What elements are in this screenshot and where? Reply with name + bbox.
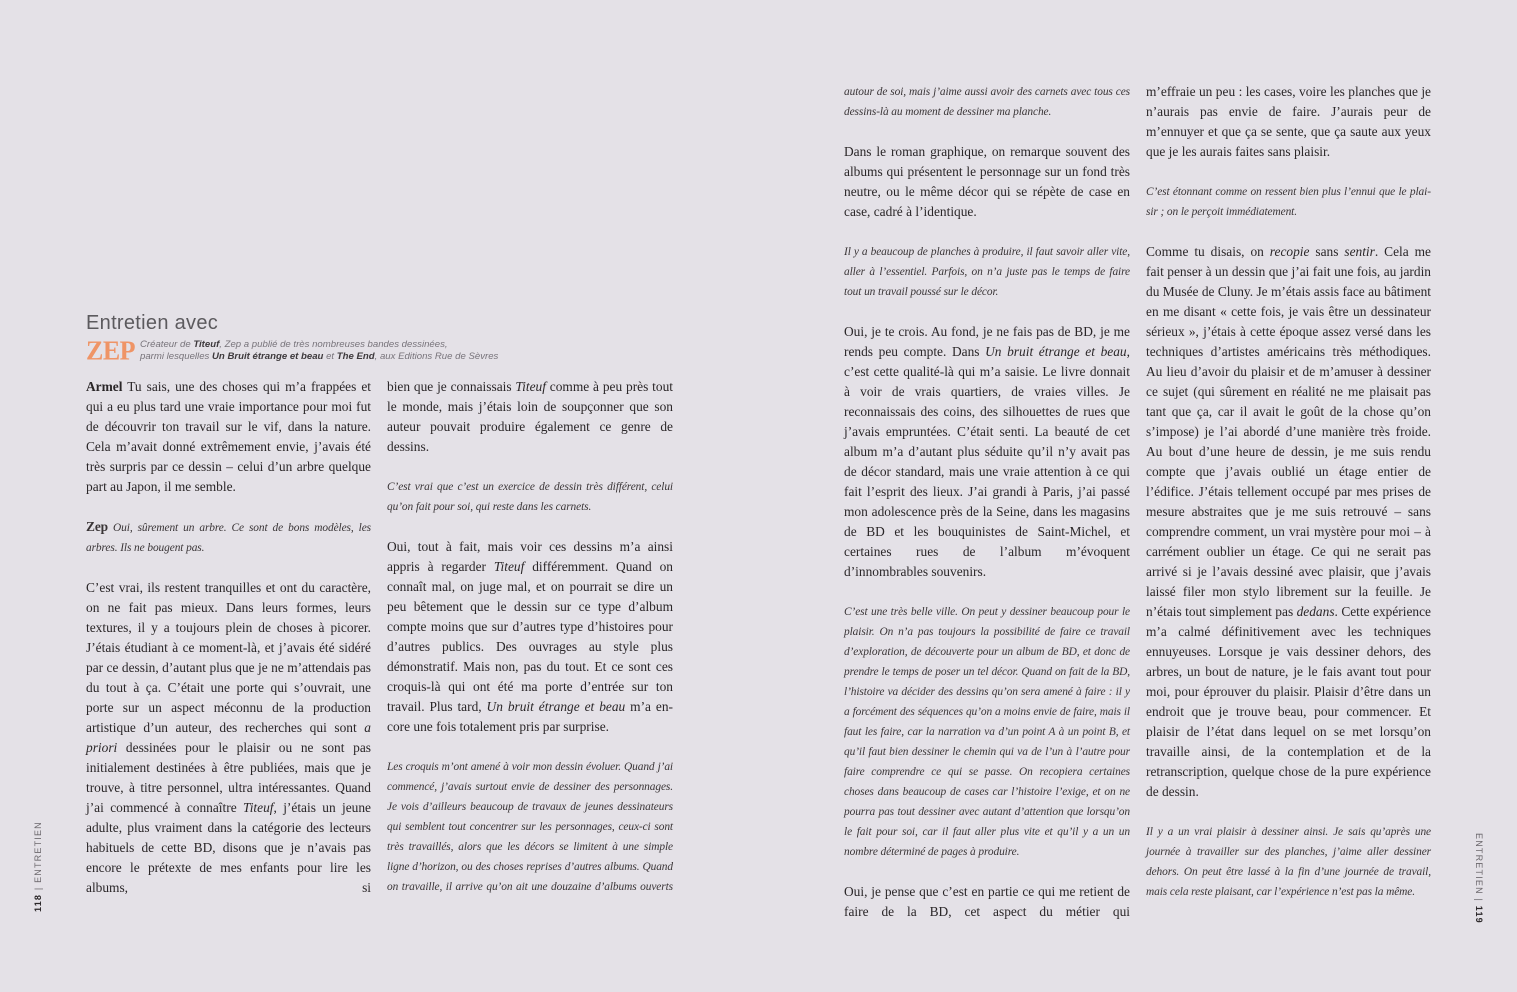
paragraph-armel-3 [387,537,673,737]
intro-book-bruit: Un Bruit étrange et beau [212,351,324,362]
paragraph-zep-7: Il y a un vrai plaisir à dessiner ainsi. Je sais qu’après une journée à travailler sur des planches, j’aime aller dessiner dehors. On peut être lassé à la fin d’une journée de travail, mais cela reste plaisant, car l’expérience n’est pas la même. [1146,826,1431,898]
paragraph-zep-2: C’est vrai que c’est un exercice de dessin très différent, celui qu’on fait pour soi, qui reste dans les carnets. [387,481,673,513]
paragraph-text: comme à peu près tout le monde, mais j’étais loin de soupçonner que son auteur pouvait produire également ce genre de dessins. [387,379,673,454]
paragraph-zep-4: Il y a beaucoup de planches à produire, il faut savoir aller vite, aller à l’essentiel. Parfois, on n’a juste pas le temps de faire tout un travail poussé sur le décor. [844,246,1130,298]
intro-text: , aux Editions Rue de Sèvres [374,351,499,362]
folio-separator: | [33,886,43,891]
paragraph-text: bien que je connaissais [387,379,516,394]
intro-book-titeuf: Titeuf [193,339,220,350]
paragraph-text: , j’étais un jeune adulte, plus vraiment dans la catégorie des lecteurs habituels de cette BD, disons que je n’avais pas encore le prétexte de mes enfants pour lire les albums, si [86,800,371,895]
emphasis-dedans: dedans [1296,604,1335,619]
emphasis-a-priori: a priori [86,720,371,755]
emphasis-recopie: recopie [1269,244,1310,259]
paragraph-text: différemment. Quand on connaît mal, on juge mal, et on pourrait se dire un peu bêtement que le dessin sur ce type d’album compte moins que sur d’autres type d’histoires pour d’autres publics. Des ouvrages au style plus démonstratif. Mais non, pas du tout. Et ce sont ces croquis-là qui ont été ma porte d’entrée sur ton travail. Plus tard, [387,559,673,714]
paragraph-armel-2-cont [387,377,673,457]
paragraph-armel-4: Dans le roman graphique, on remarque souvent des albums qui présentent le personnage sur un fond très neutre, ou le même décor qui se répète de case en case, cadré à l’identique. [844,144,1130,219]
book-title-titeuf: Titeuf [242,800,274,815]
speaker-zep: Zep [86,519,109,534]
paragraph-text: Oui, tout à fait, mais voir ces dessins m’a ainsi appris à regarder [387,539,673,574]
paragraph-zep-3: Les croquis m’ont amené à voir mon dessin évoluer. Quand j’ai commencé, j’avais surtout envie de dessiner des personnages. Je vois d’ailleurs beaucoup de travaux de jeunes dessinateurs qui semblent tout concentrer sur les personnages, ceux-ci sont très travaillés, alors que les décors se limitent à une simple ligne d’horizon, ou des choses reprises d’autres albums. Quand on travaille, il arrive qu’on ait une douzaine d’albums ouverts [387,761,673,893]
author-intro [140,339,498,363]
paragraph-armel-6-cont: m’effraie un peu : les cases, voire les planches que je n’aurais pas envie de faire. J’aurais peur de m’ennuyer et que ça se sente, que ça saute aux yeux que je les aurais faites sans plaisir. [1146,84,1431,159]
paragraph-text: dessinées pour le plaisir ou ne sont pas initialement destinées à être publiées, mais que je trouve, à titre personnel, ultra intéressantes. Quand j’ai commencé à connaître [86,740,371,815]
speaker-armel: Armel [86,379,123,394]
paragraph-text: Oui, sûrement un arbre. Ce sont de bons modèles, les arbres. Ils ne bougent pas. [86,522,371,554]
paragraph-zep-3-cont: autour de soi, mais j’aime aussi avoir des carnets avec tous ces dessins-là au moment de dessiner ma planche. [844,86,1130,118]
folio-separator: | [1474,898,1484,903]
text-column-2 [387,377,673,897]
paragraph-zep-1 [86,517,371,558]
intro-text: parmi lesquelles [140,351,212,362]
book-title-titeuf: Titeuf [493,559,525,574]
zep-name-logo: ZEP [86,335,136,366]
paragraph-armel-7 [1146,242,1431,802]
paragraph-text: . Cela me fait penser à un dessin que j’ai fait une fois, au jardin du Musée de Cluny. Je m’étais assis face au bâtiment en me disant « cette fois, je vais être un dessinateur sérieux », j’étais à cette époque assez versé dans les techniques d’artistes américains très méthodiques. Au lieu d’avoir du plaisir et de m’amuser à dessiner ce sujet (qui sûrement en réalité ne me plaisait pas tant que ça, car il avait le goût de la chose qu’on s’impose) je l’ai abordé d’une manière très froide. Au bout d’une heure de dessin, je me suis rendu compte que j’avais oublié un étage entier de l’édifice. J’étais tellement occupé par mes prises de mesure abstraites que je me suis retrouvé – sans comprendre comment, un vrai mystère pour moi – à carrément oublier un étage. Ce qui ne serait pas arrivé si je l’avais dessiné avec plaisir, que j’avais laissé filer mon stylo librement sur la feuille. Je n’étais tout simplement pas [1146,244,1431,619]
page-number-right: 119 [1474,905,1484,924]
paragraph-text: Tu sais, une des choses qui m’a frappées et qui a eu plus tard une vraie importance pour moi fut de découvrir ton travail sur le vif, dans la nature. Cela m’avait donné extrêmement envie, j’avais été très surpris par ce dessin – celui d’un arbre quelque part au Japon, il me semble. [86,379,371,494]
paragraph-armel-2 [86,578,371,898]
section-label-right: ENTRETIEN [1474,833,1484,895]
emphasis-sentir: sentir [1344,244,1375,259]
text-column-1 [86,377,371,898]
text-column-4 [1146,82,1431,902]
paragraph-text: Comme tu disais, on [1146,244,1270,259]
intro-text: , Zep a publié de très nombreuses bandes dessinées, [219,339,448,350]
paragraph-text: Oui, je te crois. Au fond, je ne fais pas de BD, je me rends peu compte. Dans [844,324,1130,359]
paragraph-zep-5: C’est une très belle ville. On peut y dessiner beaucoup pour le plaisir. On n’a pas toujours la possibilité de faire ce travail d’exploration, de découverte pour un album de BD, et donc de prendre le temps de poser un tel décor. Quand on fait de la BD, l’histoire va décider des dessins qu’on sera amené à faire : il y a forcément des séquences qu’on a moins envie de faire, mais il faut les faire, car la narration va d’un point A à un point B, et qu’il faut bien dessiner le chemin qui va de l’un à l’autre pour faire comprendre ce qui se passe. On recopiera certaines choses dans beaucoup de cases car l’histoire l’exige, et on ne pourra pas tout dessiner avec autant d’attention que lorsqu’on le fait pour soi, car il faut aller plus vite et qu’il y a un un nombre déterminé de pages à produire. [844,606,1130,858]
paragraph-armel-5 [844,322,1130,582]
book-title-bruit: Un bruit étrange et beau [985,344,1127,359]
paragraph-armel-1 [86,377,371,497]
page-folio-left [33,821,43,912]
paragraph-text: m’a encore une fois totalement pris par surprise. [387,699,673,734]
paragraph-text: sans [1309,244,1345,259]
text-column-3 [844,82,1130,922]
interview-heading [86,311,646,364]
section-label-left: ENTRETIEN [33,821,43,883]
heading-subtitle-row [86,335,646,366]
book-title-titeuf: Titeuf [515,379,546,394]
paragraph-armel-6: Oui, je pense que c’est en partie ce qui me retient de faire de la BD, cet aspect du métier qui [844,884,1130,919]
page-number-left: 118 [33,893,43,912]
heading-title: Entretien avec [86,312,219,334]
paragraph-text: C’est vrai, ils restent tranquilles et ont du caractère, on ne fait pas mieux. Dans leurs formes, leurs textures, il y a toujours plein de choses à picorer. J’étais étudiant à ce moment-là, et j’avais été sidéré par ce dessin, d’autant plus que je ne m’attendais pas du tout à ça. C’était une porte qui s’ouvrait, une porte sur un aspect méconnu de la production artistique d’un auteur, des recherches qui sont [86,580,371,735]
intro-text: Créateur de [140,339,194,350]
intro-text: et [323,351,337,362]
book-title-bruit: Un bruit étrange et beau [486,699,626,714]
page-folio-right [1474,833,1484,924]
intro-book-the-end: The End [336,351,375,362]
paragraph-text: . Cette expérience m’a calmé définitivement avec les techniques ennuyeuses. Lorsque je vais dessiner dehors, des arbres, un bout de nature, je le fais avant tout pour moi, pour éprouver du plaisir. Plaisir d’être dans un endroit que je trouve beau, pour commencer. Et plaisir de l’état dans lequel on se met lorsqu’on travaille ainsi, de la contemplation et de la retranscription, quelque chose de la pure expérience de dessin. [1146,604,1431,799]
paragraph-zep-6: C’est étonnant comme on ressent bien plus l’ennui que le plaisir ; on le perçoit immédiatement. [1146,186,1431,218]
paragraph-text: , c’est cette qualité-là qui m’a saisie. Le livre donnait à voir de vrais quartiers, de vraies villes. Je reconnaissais des coins, des silhouettes de rues que j’avais empruntées. C’était senti. La beauté de cet album m’a d’autant plus séduite qu’il n’y avait pas de décor standard, mais une vraie attention à ce qui fait l’esprit des lieux. J’ai grandi à Paris, j’ai passé mon adolescence près de la Seine, dans les magasins de BD et les bouquinistes de Saint-Michel, et certaines rues de l’album m’évoquent d’innombrables souvenirs. [844,344,1130,579]
